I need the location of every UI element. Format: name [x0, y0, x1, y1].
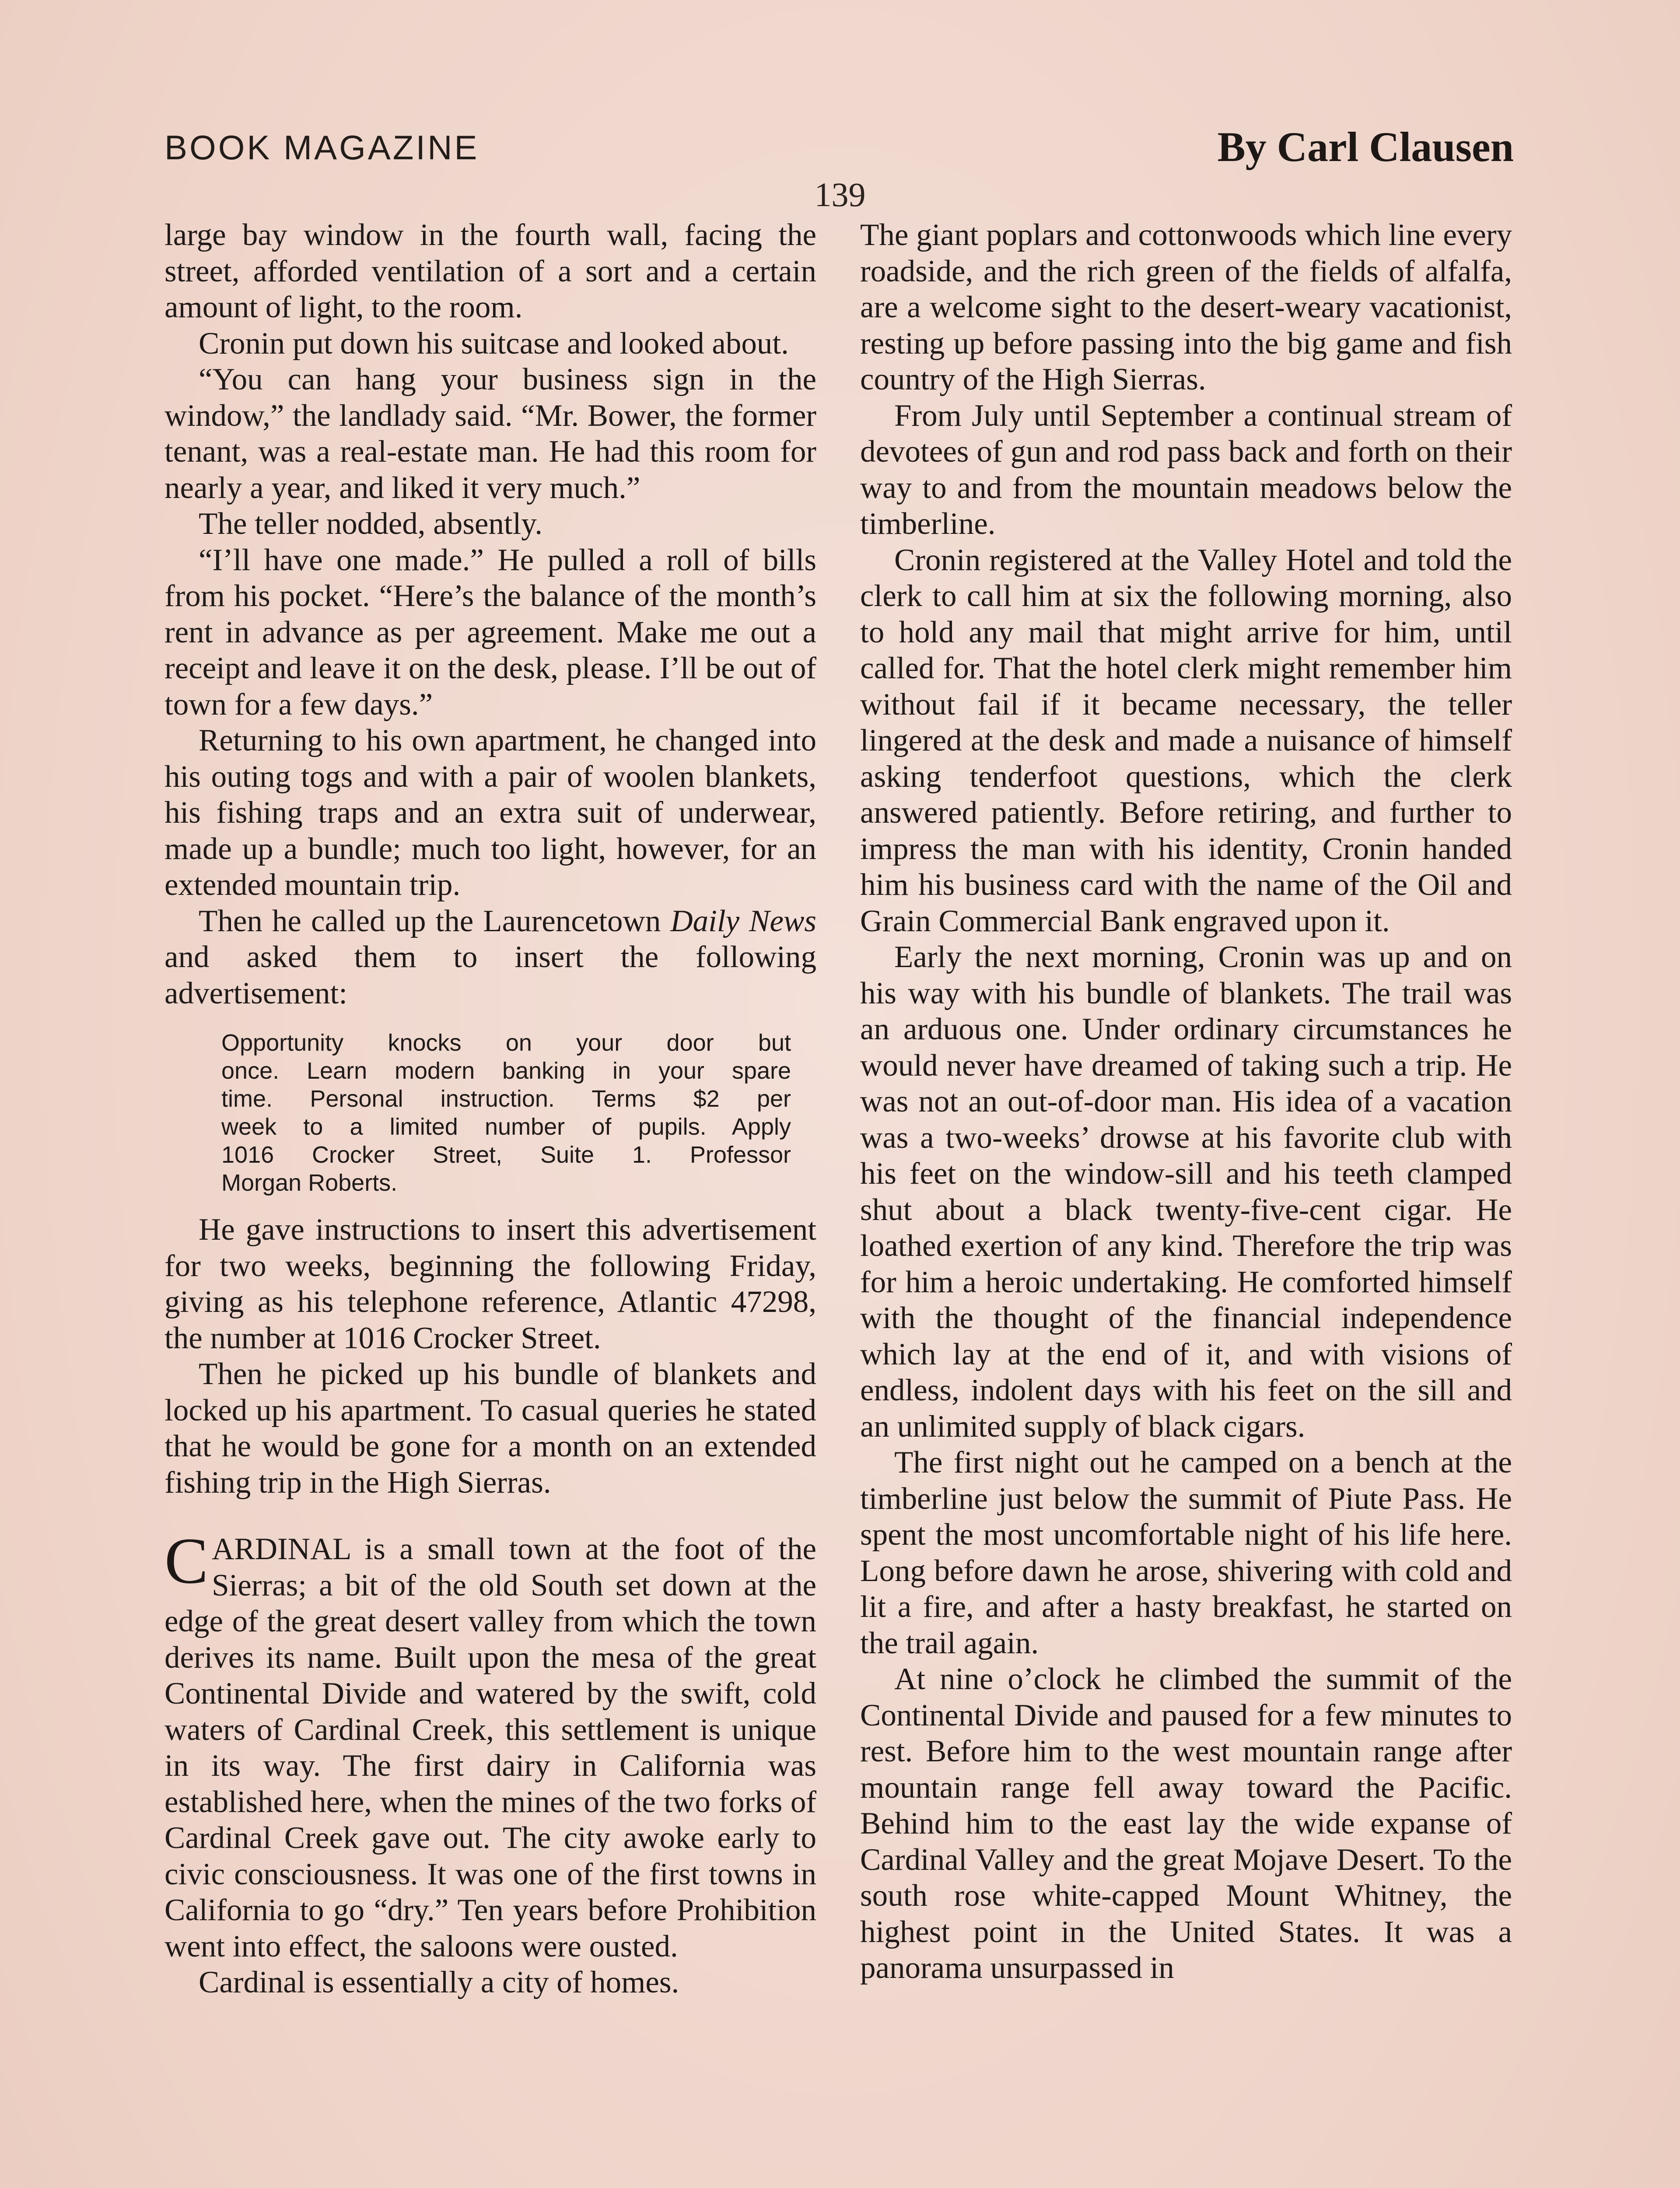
paragraph: Returning to his own apartment, he changed into his outing togs and with a pair of woolen blankets, his fishing traps and an extra suit of underwear, made up a bundle; much too light, however, for an extended mountain trip.: [164, 723, 816, 902]
ad-line: week to a limited number of pupils. Apply: [221, 1114, 791, 1140]
paragraph: Cardinal is essentially a city of homes.: [199, 1965, 679, 1999]
ad-line: Opportunity knocks on your door but: [221, 1030, 791, 1056]
paragraph: “You can hang your business sign in the window,” the landlady said. “Mr. Bower, the former tenant, was a real-estate man. He had this room for nearly a year, and liked it very much.”: [164, 362, 816, 505]
paragraph: [164, 903, 816, 1012]
ad-line: Morgan Roberts.: [221, 1170, 398, 1196]
paragraph-text: and asked them to insert the following advertisement:: [164, 940, 816, 1010]
paragraph-text: Then he called up the Laurencetown: [199, 904, 671, 938]
paragraph: Cronin put down his suitcase and looked about.: [199, 326, 789, 361]
section-opening-paragraph: [164, 1525, 816, 1964]
right-column: [860, 217, 1512, 1986]
paragraph: Then he picked up his bundle of blankets and locked up his apartment. To casual queries he stated that he would be gone for a month on an extended fishing trip in the High Sierras.: [164, 1357, 816, 1500]
publication-title: BOOK MAGAZINE: [164, 128, 480, 167]
ad-line: 1016 Crocker Street, Suite 1. Professor: [221, 1142, 791, 1168]
drop-cap: C: [164, 1525, 209, 1597]
ad-line: time. Personal instruction. Terms $2 per: [221, 1086, 791, 1112]
paragraph: At nine o’clock he climbed the summit of the Continental Divide and paused for a few minutes to rest. Before him to the west mountain range after mountain range fell away toward the Pacific. Behind him to the east lay the wide expanse of Cardinal Valley and the great Mojave Desert. To the south rose white-capped Mount Whitney, the highest point in the United States. It was a panorama unsurpassed in: [860, 1662, 1512, 1985]
paragraph: “I’ll have one made.” He pulled a roll of bills from his pocket. “Here’s the balance of the month’s rent in advance as per agreement. Make me out a receipt and leave it on the desk, please. I’ll be out of town for a few days.”: [164, 543, 816, 722]
page-number: 139: [814, 175, 866, 214]
paragraph: Cronin registered at the Valley Hotel and told the clerk to call him at six the following morning, also to hold any mail that might arrive for him, until called for. That the hotel clerk might remember him without fail if it became necessary, the teller lingered at the desk and made a nuisance of himself asking tenderfoot questions, which the clerk answered patiently. Before retiring, and further to impress the man with his identity, Cronin handed him his business card with the name of the Oil and Grain Commercial Bank engraved upon it.: [860, 543, 1512, 938]
paragraph: The teller nodded, absently.: [199, 507, 542, 541]
paragraph: The giant poplars and cottonwoods which line every roadside, and the rich green of the fields of alfalfa, are a welcome sight to the desert-weary vacationist, resting up before passing into the big game and fish country of the High Sierras.: [860, 218, 1512, 396]
paragraph: Early the next morning, Cronin was up and on his way with his bundle of blankets. The trail was an arduous one. Under ordinary circumstances he would never have dreamed of taking such a trip. He was not an out-of-door man. His idea of a vacation was a two-weeks’ drowse at his favorite club with his feet on the window-sill and his teeth clamped shut about a black twenty-five-cent cigar. He loathed exertion of any kind. Therefore the trip was for him a heroic undertaking. He comforted himself with the thought of the financial independence which lay at the end of it, and with visions of endless, indolent days with his feet on the sill and an unlimited supply of black cigars.: [860, 940, 1512, 1444]
paragraph-text: ARDINAL is a small town at the foot of the Sierras; a bit of the old South set down at the edge of the great desert valley from which the town derives its name. Built upon the mesa of the great Continental Divide and watered by the swift, cold waters of Cardinal Creek, this settlement is unique in its way. The first dairy in California was established here, when the mines of the two forks of Cardinal Creek gave out. The city awoke early to civic consciousness. It was one of the first towns in California to go “dry.” Ten years before Prohibition went into effect, the saloons were ousted.: [164, 1532, 816, 1964]
paragraph: From July until September a continual stream of devotees of gun and rod pass back and forth on their way to and from the mountain meadows below the timberline.: [860, 398, 1512, 541]
advertisement-quote: [221, 1029, 791, 1197]
newspaper-name: Daily News: [670, 904, 816, 938]
paragraph: He gave instructions to insert this advertisement for two weeks, beginning the following Friday, giving as his telephone reference, Atlantic 47298, the number at 1016 Crocker Street.: [164, 1213, 816, 1355]
author-byline: By Carl Clausen: [1217, 123, 1514, 170]
paragraph: The first night out he camped on a bench at the timberline just below the summit of Piute Pass. He spent the most uncomfortable night of his life here. Long before dawn he arose, shivering with cold and lit a fire, and after a hasty breakfast, he started on the trail again.: [860, 1445, 1512, 1660]
left-column: [164, 217, 816, 2001]
ad-line: once. Learn modern banking in your spare: [221, 1058, 791, 1084]
paragraph: large bay window in the fourth wall, facing the street, afforded ventilation of a sort and a certain amount of light, to the room.: [164, 218, 816, 324]
